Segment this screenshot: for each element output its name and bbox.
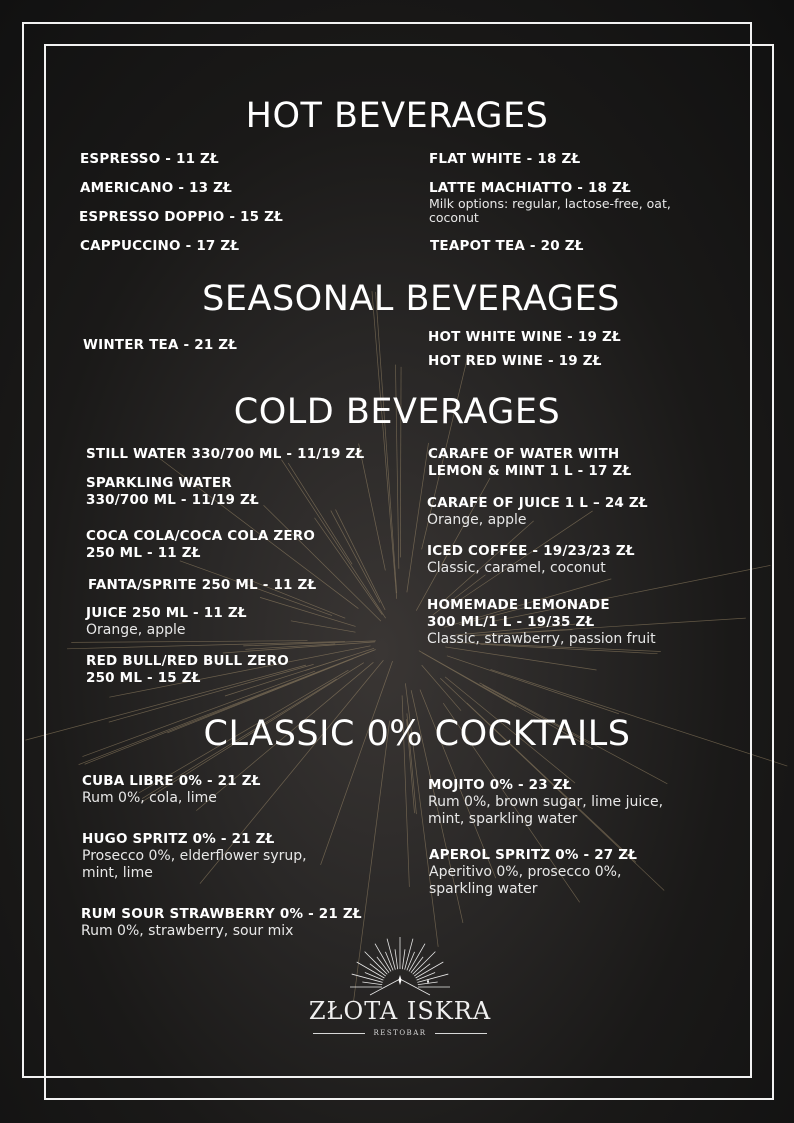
sunburst-icon bbox=[340, 925, 460, 997]
logo-subtitle: RESTOBAR bbox=[373, 1029, 427, 1037]
menu-item-rum-sour-strawberry: RUM SOUR STRAWBERRY 0% - 21 ZŁ Rum 0%, strawberry, sour mix bbox=[81, 906, 362, 939]
sunburst-ray bbox=[407, 952, 415, 970]
logo-brand-name: ZŁOTA ISKRA bbox=[308, 997, 492, 1025]
sunburst-ray bbox=[362, 982, 382, 985]
cold-beverages-heading: COLD BEVERAGES bbox=[233, 392, 561, 432]
sunburst-ray bbox=[385, 952, 393, 970]
menu-item-juice: JUICE 250 ML - 11 ZŁ Orange, apple bbox=[86, 605, 247, 638]
menu-item-teapot-tea: TEAPOT TEA - 20 ZŁ bbox=[430, 238, 584, 254]
menu-item-hot-white-wine: HOT WHITE WINE - 19 ZŁ bbox=[428, 329, 621, 345]
menu-item-fanta-sprite: FANTA/SPRITE 250 ML - 11 ZŁ bbox=[88, 577, 317, 593]
menu-item-coca-cola: COCA COLA/COCA COLA ZERO 250 ML - 11 ZŁ bbox=[86, 528, 316, 561]
seasonal-beverages-heading: SEASONAL BEVERAGES bbox=[202, 279, 620, 319]
menu-item-flat-white: FLAT WHITE - 18 ZŁ bbox=[429, 151, 581, 167]
menu-item-sparkling-water: SPARKLING WATER 330/700 ML - 11/19 ZŁ bbox=[86, 475, 259, 508]
divider-line bbox=[435, 1033, 487, 1034]
menu-item-espresso: ESPRESSO - 11 ZŁ bbox=[80, 151, 219, 167]
menu-item-hot-red-wine: HOT RED WINE - 19 ZŁ bbox=[428, 353, 602, 369]
menu-item-carafe-water: CARAFE OF WATER WITH LEMON & MINT 1 L - 17 ZŁ bbox=[428, 446, 632, 479]
menu-item-cappuccino: CAPPUCCINO - 17 ZŁ bbox=[80, 238, 240, 254]
sunburst-ray bbox=[413, 952, 436, 975]
menu-item-americano: AMERICANO - 13 ZŁ bbox=[80, 180, 232, 196]
menu-item-hugo-spritz: HUGO SPRITZ 0% - 21 ZŁ Prosecco 0%, elderflower syrup, mint, lime bbox=[82, 831, 307, 881]
menu-item-homemade-lemonade: HOMEMADE LEMONADE 300 ML/1 L - 19/35 ZŁ Classic, strawberry, passion fruit bbox=[427, 597, 656, 647]
sunburst-ray bbox=[402, 949, 405, 969]
menu-item-cuba-libre: CUBA LIBRE 0% - 21 ZŁ Rum 0%, cola, lime bbox=[82, 773, 261, 806]
sunburst-ray bbox=[417, 972, 435, 980]
restaurant-logo bbox=[300, 925, 500, 1037]
menu-item-still-water: STILL WATER 330/700 ML - 11/19 ZŁ bbox=[86, 446, 365, 462]
menu-item-winter-tea: WINTER TEA - 21 ZŁ bbox=[83, 337, 238, 353]
menu-item-red-bull: RED BULL/RED BULL ZERO 250 ML - 15 ZŁ bbox=[86, 653, 289, 686]
sunburst-ray bbox=[395, 949, 398, 969]
menu-item-espresso-doppio: ESPRESSO DOPPIO - 15 ZŁ bbox=[79, 209, 283, 225]
menu-item-mojito: MOJITO 0% - 23 ZŁ Rum 0%, brown sugar, lime juice, mint, sparkling water bbox=[428, 777, 664, 827]
cocktails-heading: CLASSIC 0% COCKTAILS bbox=[203, 714, 631, 754]
divider-line bbox=[313, 1033, 365, 1034]
menu-item-latte-machiatto: LATTE MACHIATTO - 18 ZŁ Milk options: regular, lactose-free, oat, coconut bbox=[429, 180, 671, 225]
sunburst-ray bbox=[365, 972, 383, 980]
menu-item-aperol-spritz: APEROL SPRITZ 0% - 27 ZŁ Aperitivo 0%, prosecco 0%, sparkling water bbox=[429, 847, 638, 897]
sunburst-ray bbox=[365, 952, 388, 975]
menu-item-carafe-juice: CARAFE OF JUICE 1 L – 24 ZŁ Orange, apple bbox=[427, 495, 648, 528]
menu-item-iced-coffee: ICED COFFEE - 19/23/23 ZŁ Classic, caramel, coconut bbox=[427, 543, 635, 576]
hot-beverages-heading: HOT BEVERAGES bbox=[245, 96, 549, 136]
